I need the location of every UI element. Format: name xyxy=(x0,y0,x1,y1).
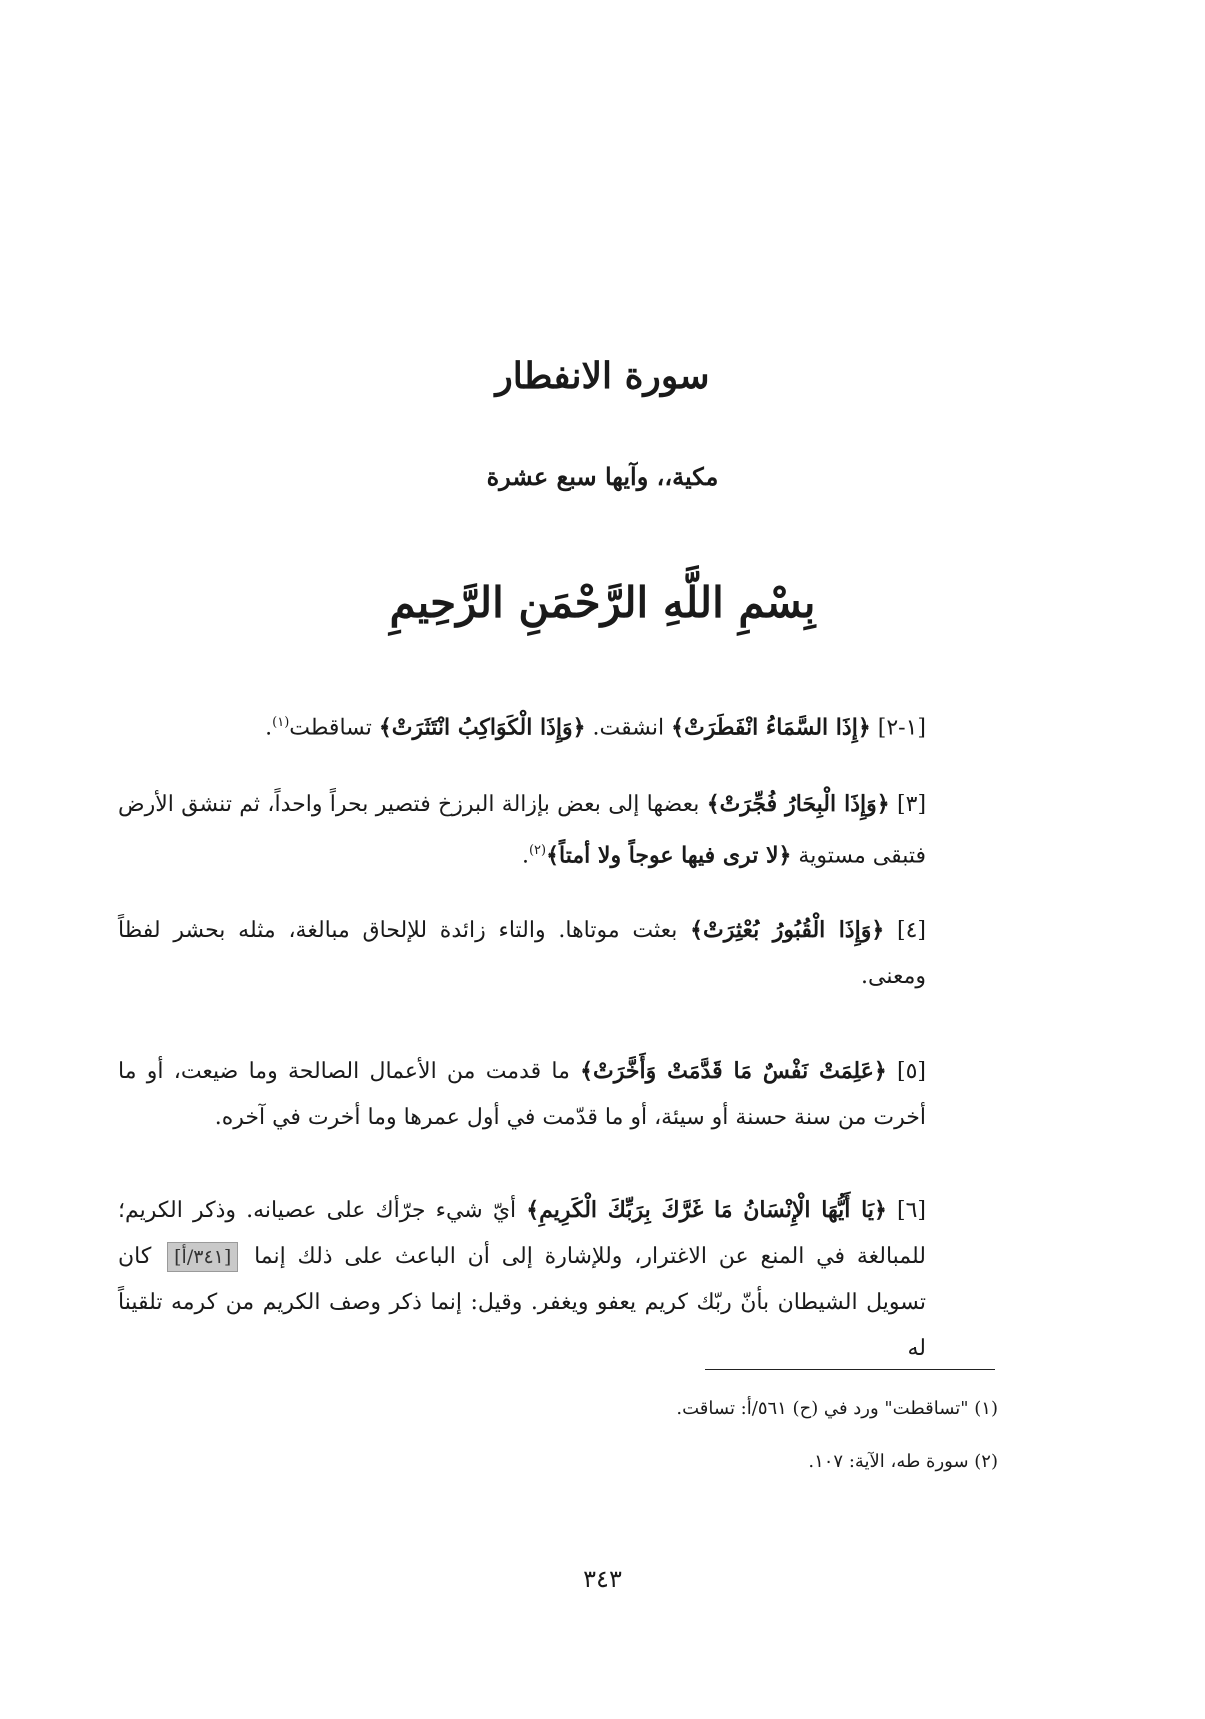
verse-reference: [١-٢] xyxy=(877,715,926,741)
footnote-marker: (٢) xyxy=(528,843,547,858)
paragraph-verse-4 xyxy=(118,907,926,1000)
footnote-marker: (١) xyxy=(272,715,290,730)
paragraph-verse-5 xyxy=(118,1048,926,1141)
footnote-2: (٢) سورة طه، الآية: ١٠٧. xyxy=(808,1451,998,1472)
commentary-text: ما قدمت من الأعمال الصالحة وما ضيعت، أو ما أخرت من سنة حسنة أو سيئة، أو ما قدّمت في أول عمرها وما أخرت في آخره. xyxy=(118,1059,926,1130)
commentary-text: بعثت موتاها. والتاء زائدة للإلحاق مبالغة، مثله بحشر لفظاً ومعنى. xyxy=(118,918,926,989)
commentary-text: أيّ شيء جرّأك على عصيانه. وذكر الكريم؛ للمبالغة في المنع عن الاغترار، وللإشارة إلى أن الباعث على ذلك إنما xyxy=(118,1198,926,1269)
verse-reference: [٥] xyxy=(896,1059,926,1084)
quran-quote: ﴿يَا أَيُّهَا الْإِنْسَانُ مَا غَرَّكَ بِرَبِّكَ الْكَرِيمِ﴾ xyxy=(526,1197,887,1223)
commentary-text: كان تسويل الشيطان بأنّ ربّك كريم يعفو ويغفر. وقيل: إنما ذكر وصف الكريم من كرمه تلقيناً له xyxy=(118,1244,926,1361)
footnote-divider xyxy=(705,1369,995,1370)
commentary-text: انشقت. xyxy=(585,715,672,741)
footnote-1: (١) "تساقطت" ورد في (ح) ٥٦١/أ: تساقت. xyxy=(676,1398,998,1419)
verse-reference: [٣] xyxy=(897,792,927,817)
paragraph-verses-1-2 xyxy=(118,700,926,751)
quran-quote: ﴿عَلِمَتْ نَفْسٌ مَا قَدَّمَتْ وَأَخَّرَتْ﴾ xyxy=(580,1058,887,1084)
basmala: بِسْمِ اللَّهِ الرَّحْمَنِ الرَّحِيمِ xyxy=(389,578,816,627)
quran-quote: ﴿إِذَا السَّمَاءُ انْفَطَرَتْ﴾ xyxy=(671,714,871,741)
page-number: ٣٤٣ xyxy=(583,1565,622,1593)
surah-title: سورة الانفطار xyxy=(495,355,710,397)
quran-quote: ﴿لا ترى فيها عوجاً ولا أمتاً﴾ xyxy=(546,842,792,869)
commentary-text: بعضها إلى بعض بإزالة البرزخ فتصير بحراً واحداً، ثم تنشق الأرض فتبقى مستوية xyxy=(118,792,926,869)
verse-reference: [٤] xyxy=(897,918,927,943)
paragraph-verse-3 xyxy=(118,781,926,879)
commentary-text: تساقطت xyxy=(289,715,379,741)
sentence-end: . xyxy=(521,843,529,869)
verse-reference: [٦] xyxy=(896,1198,926,1223)
quran-quote: ﴿وَإِذَا الْكَوَاكِبُ انْتَثَرَتْ﴾ xyxy=(378,714,586,741)
quran-quote: ﴿وَإِذَا الْقُبُورُ بُعْثِرَتْ﴾ xyxy=(690,917,885,943)
surah-meta: مكية،، وآيها سبع عشرة xyxy=(486,462,719,491)
paragraph-verse-6 xyxy=(118,1187,926,1372)
quran-quote: ﴿وَإِذَا الْبِحَارُ فُجِّرَتْ﴾ xyxy=(706,791,890,817)
manuscript-folio-badge: [٣٤١/أ] xyxy=(167,1242,238,1272)
sentence-end: . xyxy=(265,715,273,741)
